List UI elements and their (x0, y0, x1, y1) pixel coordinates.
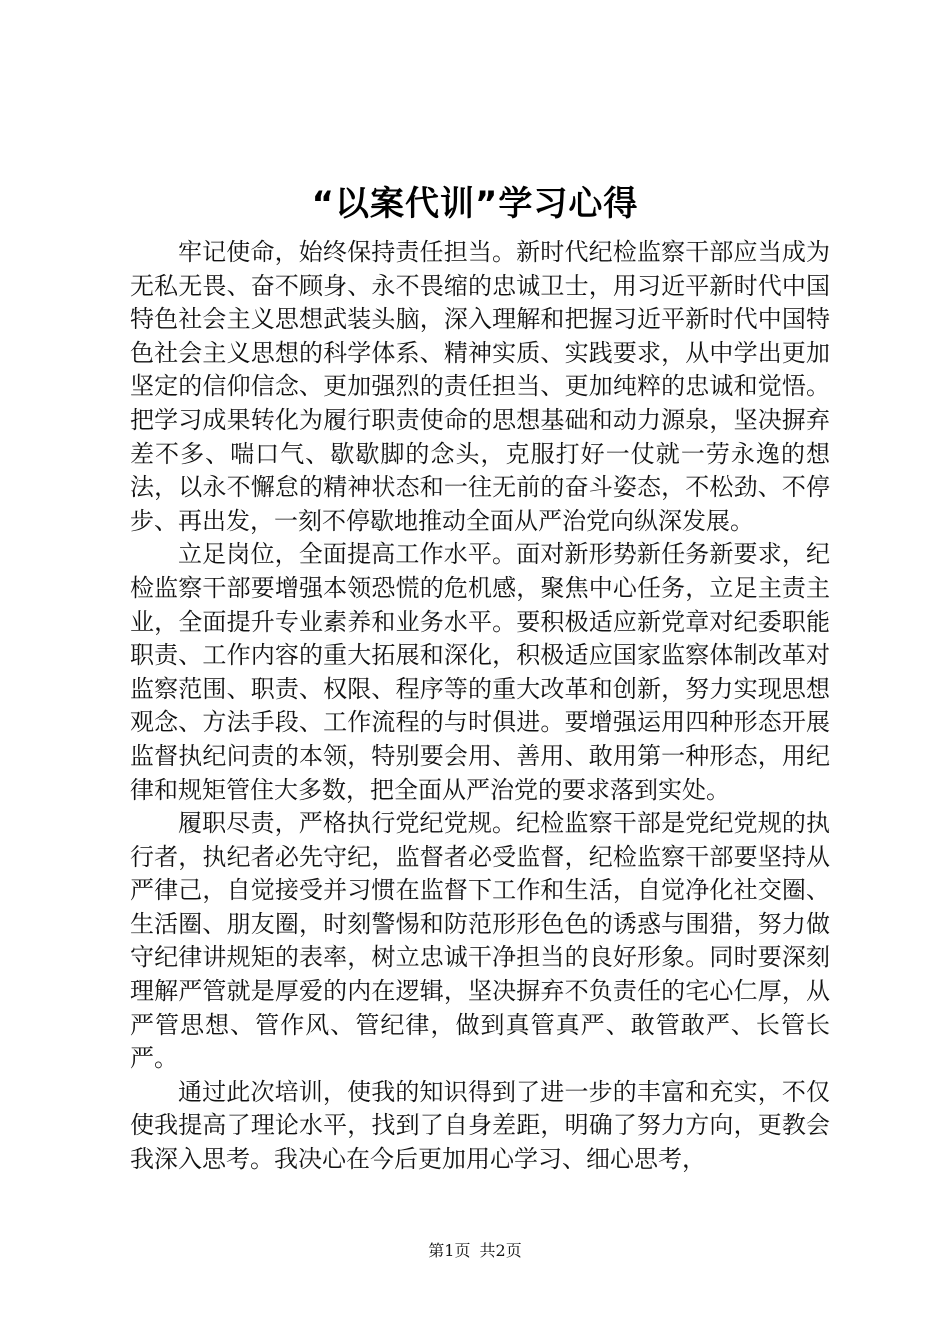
document-title: “以案代训”学习心得 (311, 184, 639, 224)
page-footer (0, 1240, 950, 1262)
paragraph-3: 履职尽责，严格执行党纪党规。纪检监察干部是党纪党规的执行者，执纪者必先守纪，监督者必受监督，纪检监察干部要坚持从严律己，自觉接受并习惯在监督下工作和生活，自觉净化社交圈、生活圈、朋友圈，时刻警惕和防范形形色色的诱惑与围猎，努力做守纪律讲规矩的表率，树立忠诚干净担当的良好形象。同时要深刻理解严管就是厚爱的内在逻辑，坚决摒弃不负责任的宅心仁厚，从严管思想、管作风、管纪律，做到真管真严、敢管敢严、长管长严。 (130, 809, 830, 1073)
paragraph-2: 立足岗位，全面提高工作水平。面对新形势新任务新要求，纪检监察干部要增强本领恐慌的危机感，聚焦中心任务，立足主责主业，全面提升专业素养和业务水平。要积极适应新党章对纪委职能职责、工作内容的重大拓展和深化，积极适应国家监察体制改革对监察范围、职责、权限、程序等的重大改革和创新，努力实现思想观念、方法手段、工作流程的与时俱进。要增强运用四种形态开展监督执纪问责的本领，特别要会用、善用、敢用第一种形态，用纪律和规矩管住大多数，把全面从严治党的要求落到实处。 (130, 540, 830, 804)
page-number: 第1页 (428, 1241, 471, 1260)
paragraph-1: 牢记使命，始终保持责任担当。新时代纪检监察干部应当成为无私无畏、奋不顾身、永不畏缩的忠诚卫士，用习近平新时代中国特色社会主义思想武装头脑，深入理解和把握习近平新时代中国特色社会主义思想的科学体系、精神实质、实践要求，从中学出更加坚定的信仰信念、更加强烈的责任担当、更加纯粹的忠诚和觉悟。把学习成果转化为履行职责使命的思想基础和动力源泉，坚决摒弃差不多、喘口气、歇歇脚的念头，克服打好一仗就一劳永逸的想法，以永不懈怠的精神状态和一往无前的奋斗姿态，不松劲、不停步、再出发，一刻不停歇地推动全面从严治党向纵深发展。 (130, 238, 830, 535)
document-body (130, 236, 830, 1177)
paragraph-4: 通过此次培训，使我的知识得到了进一步的丰富和充实，不仅使我提高了理论水平，找到了自身差距，明确了努力方向，更教会我深入思考。我决心在今后更加用心学习、细心思考， (130, 1077, 830, 1174)
page-total: 共2页 (479, 1241, 522, 1260)
